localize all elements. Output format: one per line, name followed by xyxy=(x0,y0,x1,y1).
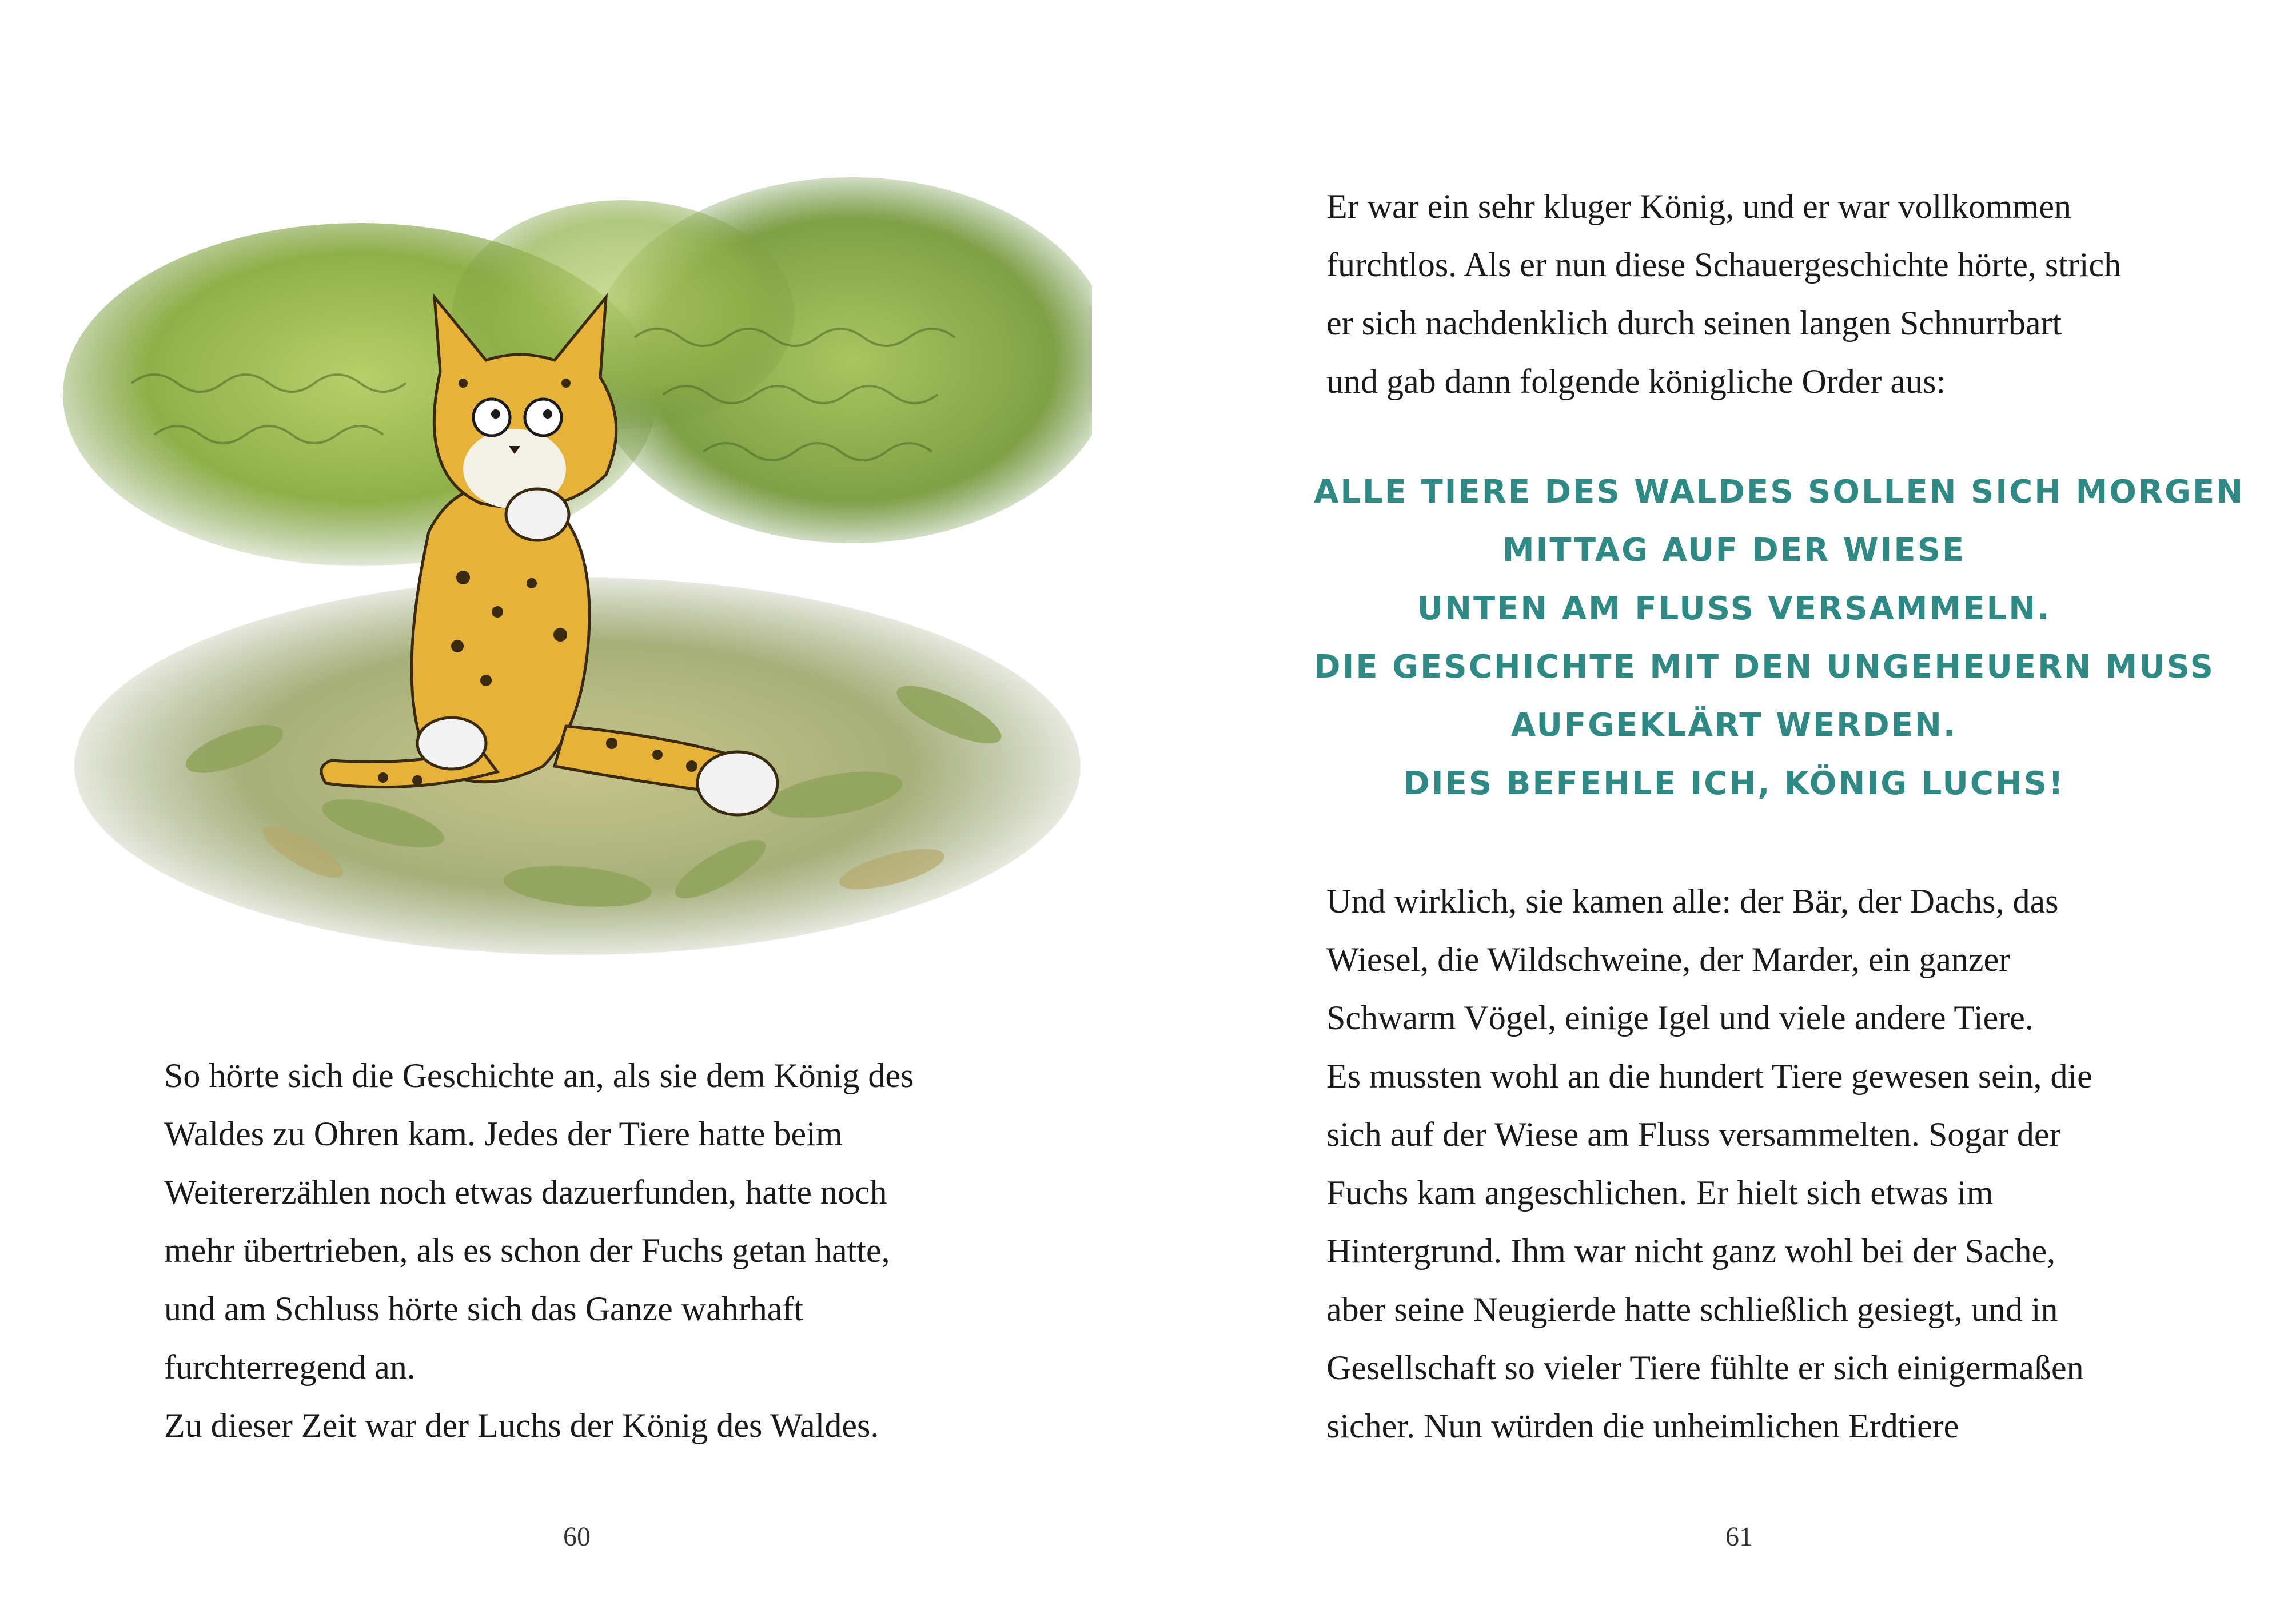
text-line: aber seine Neugierde hatte schließlich gesiegt, und in xyxy=(1326,1291,2058,1328)
page-number-right: 61 xyxy=(1725,1522,1753,1552)
text-line: Weitererzählen noch etwas dazuerfunden, hatte noch xyxy=(164,1173,887,1211)
decree-line: ALLE TIERE DES WALDES SOLLEN SICH MORGEN xyxy=(1314,473,2245,511)
decree-line: DIES BEFEHLE ICH, KÖNIG LUCHS! xyxy=(1403,765,2065,802)
text-line: Er war ein sehr kluger König, und er war vollkommen xyxy=(1326,188,2071,225)
royal-decree xyxy=(1314,463,2245,813)
text-line: Und wirklich, sie kamen alle: der Bär, der Dachs, das xyxy=(1326,882,2059,920)
lynx-illustration xyxy=(63,166,1092,978)
page-number-left: 60 xyxy=(563,1522,591,1552)
text-line: furchterregend an. xyxy=(164,1348,416,1386)
text-line: So hörte sich die Geschichte an, als sie dem König des xyxy=(164,1057,914,1094)
intro-paragraph xyxy=(1326,177,2121,411)
right-page xyxy=(1148,0,2296,1621)
text-line: Gesellschaft so vieler Tiere fühlte er sich einigermaßen xyxy=(1326,1349,2084,1387)
story-paragraph xyxy=(1326,872,2092,1455)
text-line: und am Schluss hörte sich das Ganze wahrhaft xyxy=(164,1290,804,1328)
text-line: sich auf der Wiese am Fluss versammelten. Sogar der xyxy=(1326,1116,2061,1153)
text-line: mehr übertrieben, als es schon der Fuchs getan hatte, xyxy=(164,1232,890,1269)
text-line: Wiesel, die Wildschweine, der Marder, ein ganzer xyxy=(1326,941,2011,978)
text-line: Waldes zu Ohren kam. Jedes der Tiere hatte beim xyxy=(164,1115,843,1153)
text-line: sicher. Nun würden die unheimlichen Erdtiere xyxy=(1326,1407,1959,1445)
text-line: und gab dann folgende königliche Order aus: xyxy=(1326,363,1946,400)
text-line: Hintergrund. Ihm war nicht ganz wohl bei der Sache, xyxy=(1326,1232,2056,1270)
left-paragraph xyxy=(164,1046,914,1455)
decree-line: UNTEN AM FLUSS VERSAMMELN. xyxy=(1417,590,2051,627)
text-line: Fuchs kam angeschlichen. Er hielt sich etwas im xyxy=(1326,1174,1994,1212)
decree-line: AUFGEKLÄRT WERDEN. xyxy=(1510,707,1958,744)
text-line: Es mussten wohl an die hundert Tiere gewesen sein, die xyxy=(1326,1057,2092,1095)
text-line: Zu dieser Zeit war der Luchs der König des Waldes. xyxy=(164,1407,879,1444)
text-line: Schwarm Vögel, einige Igel und viele andere Tiere. xyxy=(1326,999,2034,1037)
decree-line: MITTAG AUF DER WIESE xyxy=(1502,532,1966,569)
decree-line: DIE GESCHICHTE MIT DEN UNGEHEUERN MUSS xyxy=(1314,648,2215,686)
text-line: furchtlos. Als er nun diese Schauergeschichte hörte, strich xyxy=(1326,246,2122,284)
text-line: er sich nachdenklich durch seinen langen Schnurrbart xyxy=(1326,304,2062,342)
